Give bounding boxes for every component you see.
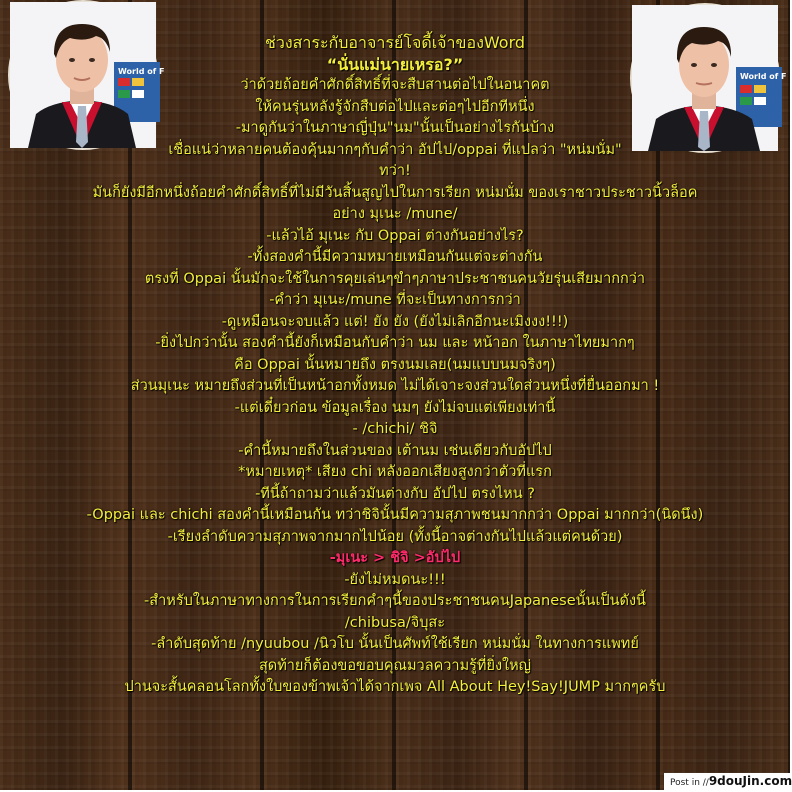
text-line: ส่วนมุเนะ หมายถึงส่วนที่เป็นหน้าอกทั้งหมด ไม่ได้เจาะจงส่วนใดส่วนหนึ่งที่ยื่นออกมา ! [130, 378, 660, 394]
watermark-prefix: Post in // [670, 778, 709, 788]
text-line: -คำนี้หมายถึงในส่วนของ เต้านม เช่นเดียวกับอัปไป [238, 442, 552, 459]
text-line: มันก็ยังมีอีกหนึ่งถ้อยคำศักดิ์สิทธิ์ที่ไม่มีวันสิ้นสูญไปในการเรียก หน่มนั่ม ของเราชาวประชาวนิ้วล็อค [92, 184, 698, 201]
text-line: *หมายเหตุ* เสียง chi หลังออกเสียงสูงกว่าตัวที่แรก [238, 464, 552, 480]
text-line: -แต่เดี๋ยวก่อน ข้อมูลเรื่อง นมๆ ยังไม่จบแต่เพียงเท่านี้ [234, 399, 556, 416]
text-line: อย่าง มุเนะ /mune/ [332, 206, 458, 222]
title-line: ช่วงสาระกับอาจารย์โจดี้เจ้าของWord [264, 33, 526, 52]
text-line: ให้คนรุ่นหลังรู้จักสืบต่อไปและต่อๆไปอีกทีหนึ่ง [255, 98, 535, 115]
text-line: -ดูเหมือนจะจบแล้ว แต่! ยัง ยัง (ยังไม่เลิกอีกนะเมิงงง!!!) [221, 313, 569, 330]
text-line: -แล้วไอ้ มุเนะ กับ Oppai ต่างกันอย่างไร? [266, 227, 524, 244]
text-line: -สำหรับในภาษาทางการในการเรียกคำๆนี้ของประชาชนคนJapaneseนั้นเป็นดังนี้ [144, 593, 646, 609]
text-line: - /chichi/ ชิจิ [352, 421, 438, 437]
text-line: -เรียงลำดับความสุภาพจากมากไปน้อย (ทั้งนี้อาจต่างกันไปแล้วแต่คนด้วย) [167, 528, 623, 545]
ranking-highlight-line: -มุเนะ > ชิจิ >อัปไป [329, 550, 461, 566]
watermark [664, 773, 790, 790]
text-line: สุดท้ายก็ต้องขอขอบคุณมวลความรู้ที่ยิ่งใหญ่ [258, 657, 532, 674]
text-line: -มาดูกันว่าในภาษาญี่ปุ่น"นม"นั้นเป็นอย่างไรกันบ้าง [235, 120, 555, 136]
text-line: เชื่อแน่ว่าหลายคนต้องคุ้นมากๆกับคำว่า อัปไป/oppai ที่แปลว่า "หน่มนั่ม" [168, 141, 622, 158]
text-line: -Oppai และ chichi สองคำนี้เหมือนกัน ทว่าชิจินั้นมีความสุภาพชนมากกว่า Oppai มากกว่า(นิดนึง) [86, 507, 704, 523]
subtitle-line: “นั่นแม่นายเหรอ?” [326, 54, 464, 74]
text-line: -ลำดับสุดท้าย /nyuubou /นิวโบ นั้นเป็นศัพท์ใช้เรียก หน่มนั่ม ในทางการแพทย์ [151, 636, 639, 652]
text-line: -คำว่า มุเนะ/mune ที่จะเป็นทางการกว่า [269, 292, 521, 308]
portrait-right-sign-text: World of F [740, 72, 787, 81]
article-text [0, 32, 790, 699]
text-line: -ยิ่งไปกว่านั้น สองคำนี้ยังก็เหมือนกับคำว่า นม และ หน้าอก ในภาษาไทยมากๆ [155, 335, 635, 351]
text-line: ปานจะสั้นคลอนโลกทั้งใบของข้าพเจ้าได้จากเพจ All About Hey!Say!JUMP มากๆครับ [124, 679, 666, 695]
text-line: -ทีนี้ถ้าถามว่าแล้วมันต่างกับ อัปไป ตรงไหน ? [255, 485, 535, 502]
text-line: ทว่า! [379, 163, 411, 179]
text-line: /chibusa/จิบุสะ [344, 614, 446, 631]
text-line: -ยังไม่หมดนะ!!! [344, 571, 446, 588]
watermark-site: 9douJin.com [708, 774, 792, 788]
text-line: ว่าด้วยถ้อยคำศักดิ์สิทธิ์ที่จะสืบสานต่อไปในอนาคต [240, 77, 550, 93]
text-line: คือ Oppai นั้นหมายถึง ตรงนมเลย(นมแบบนมจริงๆ) [234, 356, 556, 373]
text-line: ตรงที่ Oppai นั้นมักจะใช้ในการคุยเล่นๆขำๆภาษาประชาชนคนวัยรุ่นเสียมากกว่า [144, 270, 646, 287]
portrait-left-sign-text: World of F [118, 67, 165, 76]
text-line: -ทั้งสองคำนี้มีความหมายเหมือนกันแต่จะต่างกัน [247, 249, 543, 265]
